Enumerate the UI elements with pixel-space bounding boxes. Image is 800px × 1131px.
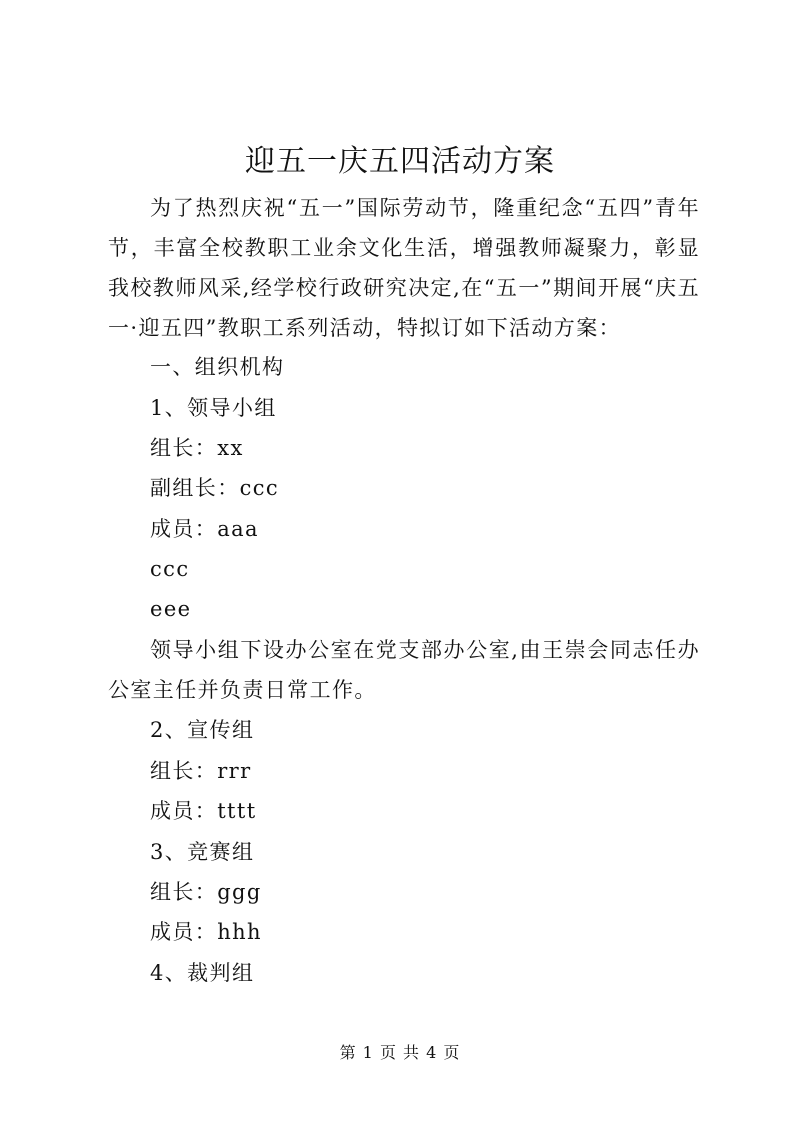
office-note-paragraph: 领导小组下设办公室在党支部办公室,由王崇会同志任办公室主任并负责日常工作。 [108,638,700,702]
competition-group-title: 3、竞赛组 [150,840,255,864]
leadership-group-deputy: 副组长：ccc [150,476,280,500]
competition-group-leader: 组长：ggg [150,880,262,904]
leadership-group-member-line: eee [150,597,192,621]
page-footer: 第 1 页 共 4 页 [339,1043,461,1062]
publicity-group-members: 成员：tttt [150,799,257,823]
leadership-group-title: 1、领导小组 [150,396,277,420]
section-heading-organization: 一、组织机构 [150,355,285,379]
leadership-group-members: 成员：aaa [150,517,259,541]
intro-paragraph: 为了热烈庆祝“五一”国际劳动节，隆重纪念“五四”青年节，丰富全校教职工业余文化生活，增强教师凝聚力，彰显我校教师风采,经学校行政研究决定,在“五一”期间开展“庆五一·迎五四”教职工系列活动，特拟订如下活动方案： [108,196,700,340]
leadership-group-leader: 组长：xx [150,436,244,460]
publicity-group-title: 2、宣传组 [150,718,255,742]
document-title: 迎五一庆五四活动方案 [245,144,555,179]
competition-group-members: 成员：hhh [150,920,262,944]
publicity-group-leader: 组长：rrr [150,759,252,783]
referee-group-title: 4、裁判组 [150,961,255,985]
leadership-group-member-line: ccc [150,557,190,581]
